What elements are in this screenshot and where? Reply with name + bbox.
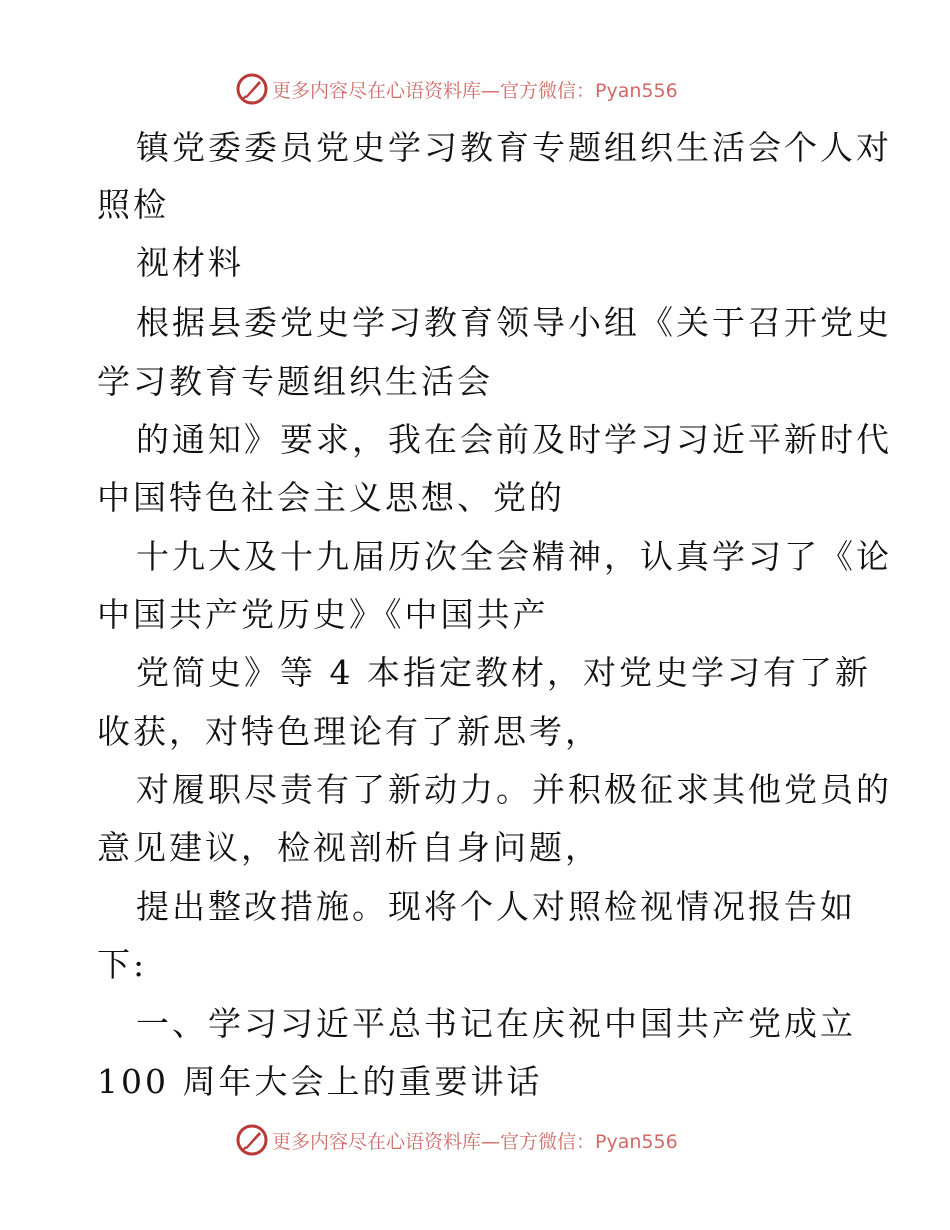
- paragraph-line: 提出整改措施。现将个人对照检视情况报告如: [136, 887, 856, 926]
- paragraph-line: 十九大及十九届历次全会精神，认真学习了《论: [136, 537, 892, 576]
- section-heading-line: 一、学习习近平总书记在庆祝中国共产党成立: [136, 1004, 856, 1043]
- paragraph-line: 根据县委党史学习教育领导小组《关于召开党史: [136, 303, 892, 342]
- watermark-text: 更多内容尽在心语资料库—官方微信：Pyan556: [272, 1130, 678, 1153]
- section-heading-line: 100 周年大会上的重要讲话: [97, 1062, 543, 1101]
- paragraph-line: 中国共产党历史》《中国共产: [97, 595, 549, 634]
- document-title-line-2: 照检: [97, 185, 169, 224]
- watermark-text: 更多内容尽在心语资料库—官方微信：Pyan556: [272, 79, 678, 102]
- paragraph-line: 学习教育专题组织生活会: [97, 362, 493, 401]
- header-watermark-banner: [236, 72, 678, 106]
- quill-pen-logo-icon: [236, 1124, 268, 1156]
- paragraph-line: 下:: [97, 945, 148, 984]
- paragraph-line: 收获，对特色理论有了新思考，: [97, 712, 601, 751]
- footer-watermark-banner: [236, 1123, 678, 1157]
- paragraph-line: 的通知》要求，我在会前及时学习习近平新时代: [136, 420, 892, 459]
- document-title-line-3: 视材料: [136, 243, 244, 282]
- paragraph-line: 对履职尽责有了新动力。并积极征求其他党员的: [136, 770, 892, 809]
- paragraph-line: 中国特色社会主义思想、党的: [97, 478, 565, 517]
- quill-pen-logo-icon: [236, 73, 268, 105]
- paragraph-line: 意见建议，检视剖析自身问题，: [97, 828, 601, 867]
- document-title-line-1: 镇党委委员党史学习教育专题组织生活会个人对: [136, 128, 892, 167]
- paragraph-line: 党简史》等 4 本指定教材，对党史学习有了新: [136, 653, 871, 692]
